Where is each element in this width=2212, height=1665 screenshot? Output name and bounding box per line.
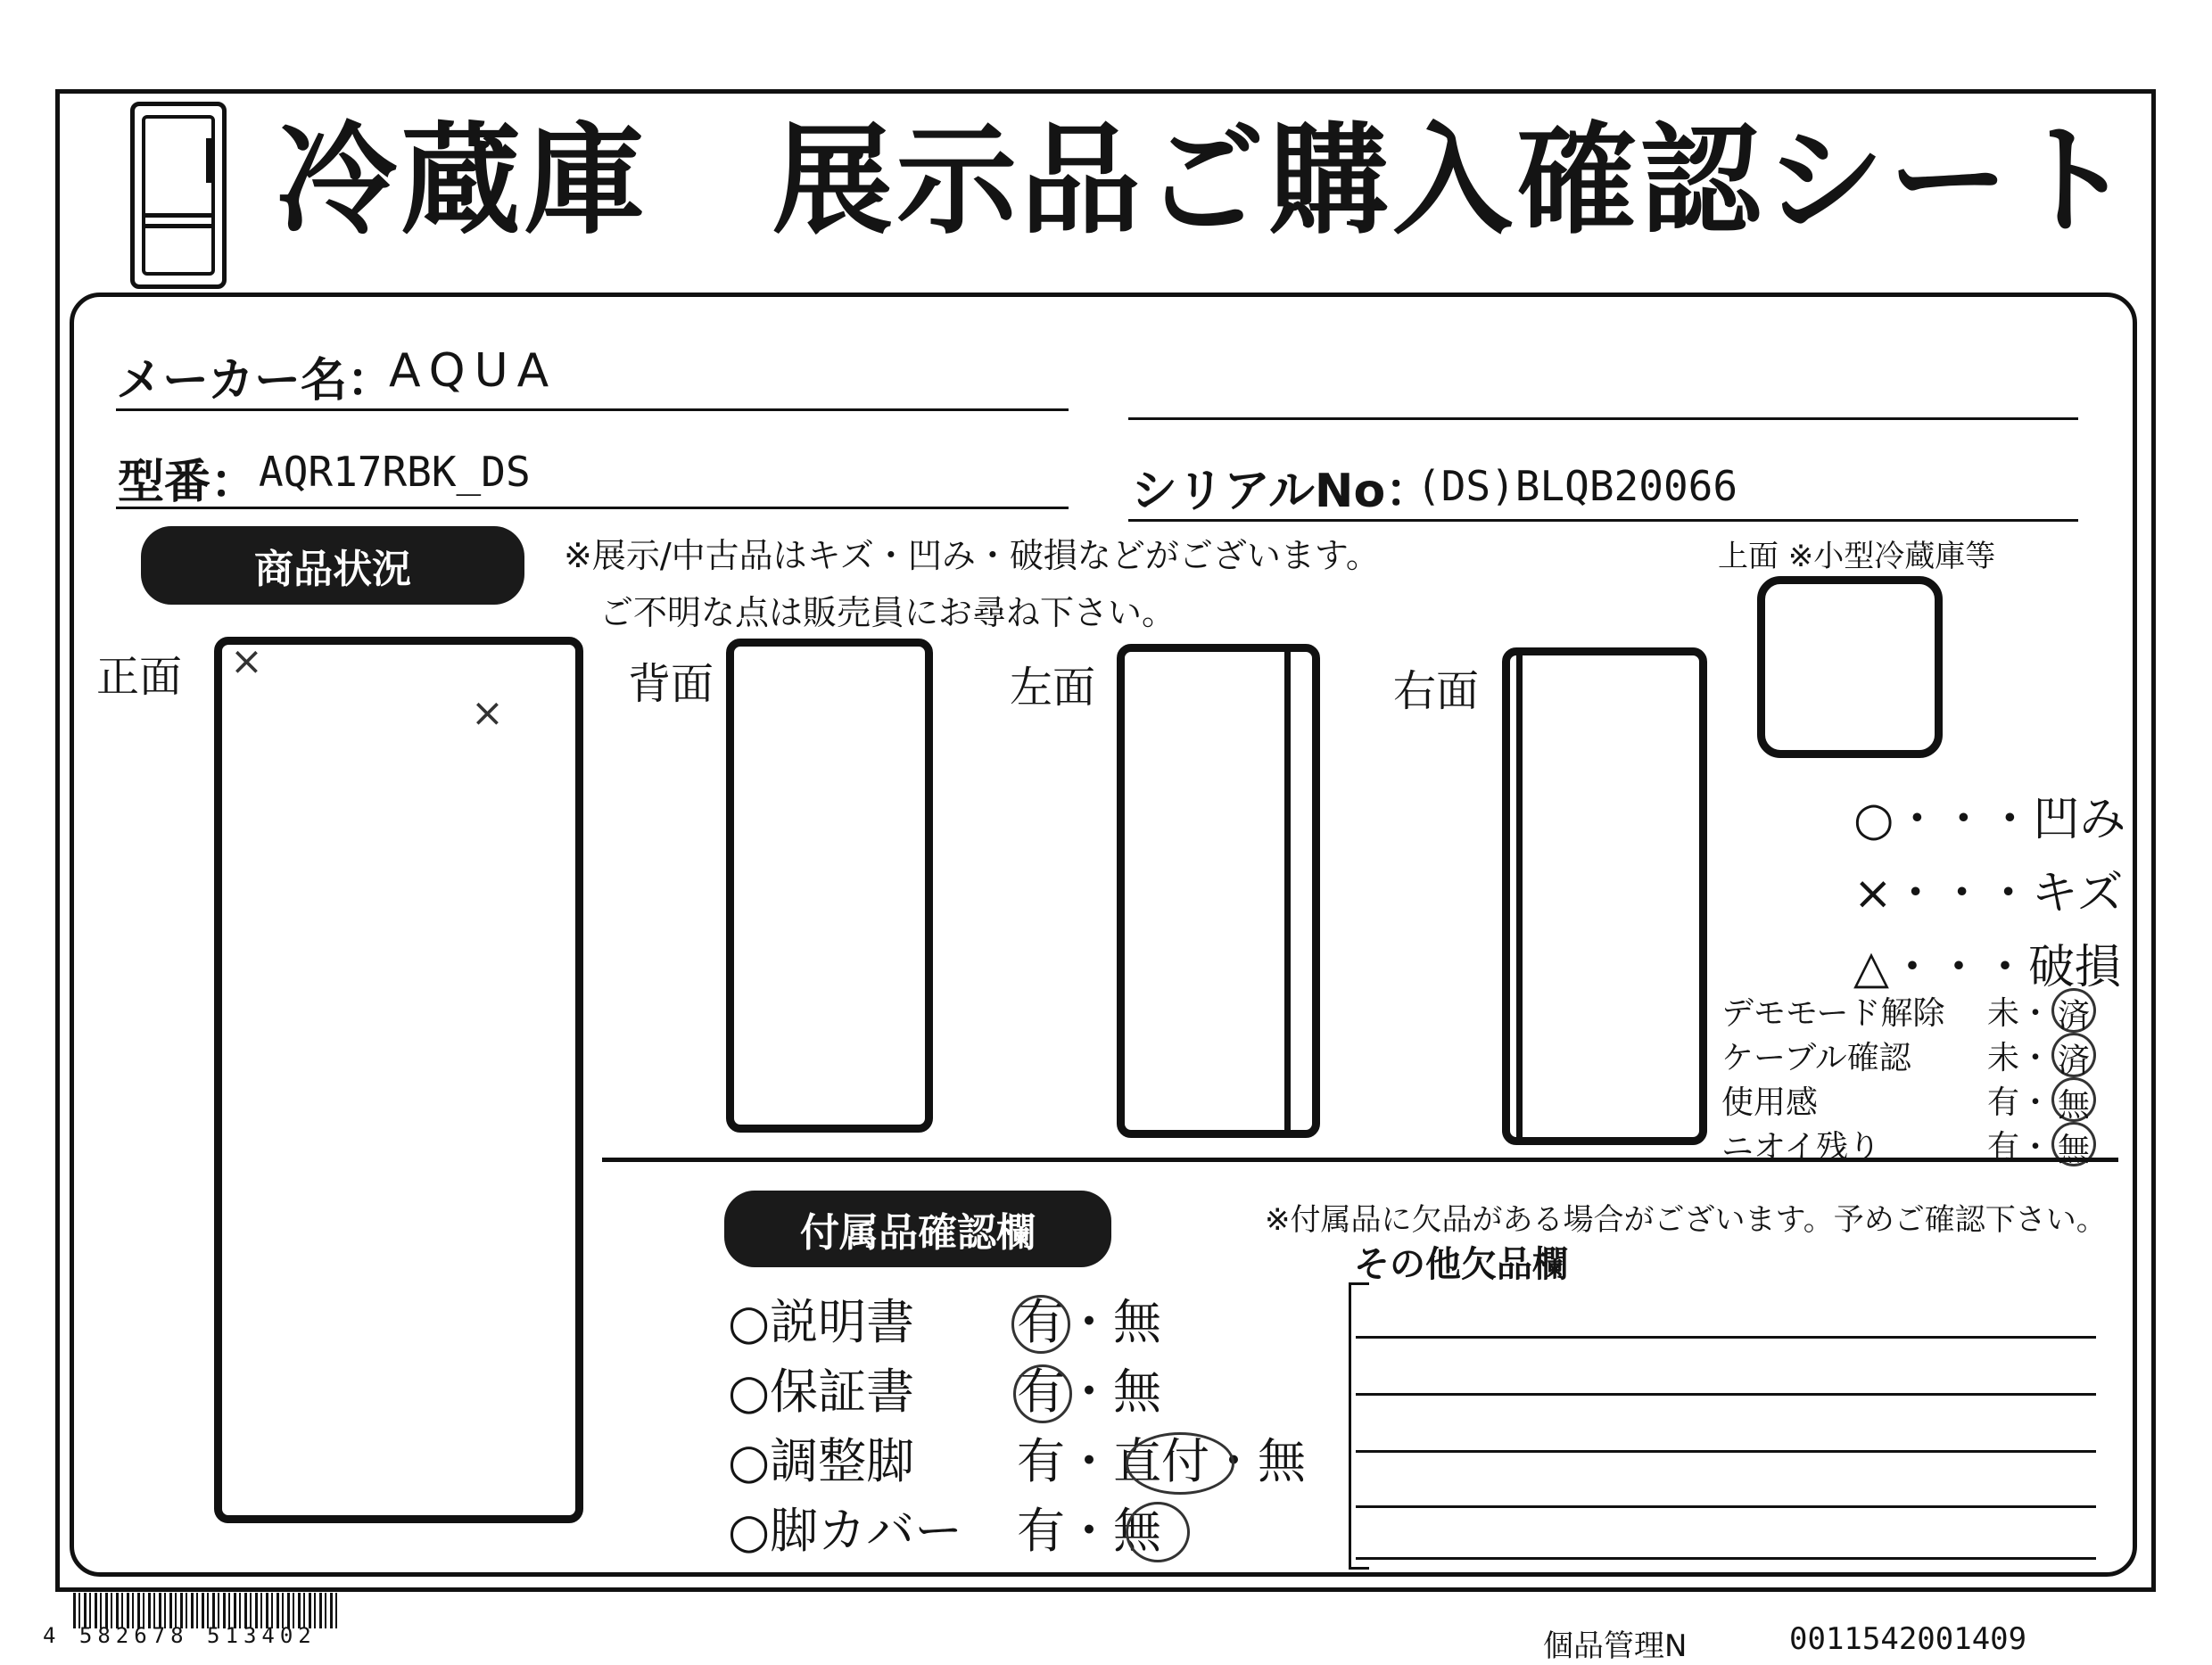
front-mark-1: ×	[230, 639, 263, 684]
manual-circle	[1011, 1295, 1070, 1354]
legend-damage: △・・・破損	[1853, 941, 2122, 994]
blank-line	[1128, 417, 2078, 420]
front-mark-2: ×	[471, 690, 504, 736]
model-underline	[116, 507, 1069, 509]
left-label: 左面	[1010, 663, 1096, 713]
other-line-3	[1356, 1450, 2096, 1453]
adjuster-circle	[1126, 1432, 1234, 1495]
legend-dent: ○・・・凹み	[1853, 793, 2126, 846]
management-number: 0011542001409	[1789, 1621, 2027, 1657]
management-label: 個品管理N	[1543, 1628, 1688, 1664]
accessory-adjuster-feet: ○調整脚 有・直付・無	[728, 1433, 1306, 1489]
other-line-4	[1356, 1505, 2096, 1508]
model-label: 型番：	[118, 456, 258, 509]
check-wear: 使用感 有 ・ 無	[1721, 1077, 2114, 1122]
model-value: AQR17RBK_DS	[259, 448, 531, 496]
right-door-line	[1516, 653, 1523, 1140]
accessory-manual: ○説明書 有・無	[728, 1294, 1161, 1350]
front-diagram	[214, 637, 583, 1523]
other-missing-heading: その他欠品欄	[1354, 1244, 1568, 1285]
warranty-circle	[1013, 1364, 1072, 1423]
legend	[1853, 781, 2125, 996]
right-label: 右面	[1393, 666, 1480, 716]
condition-heading: 商品状況	[141, 526, 524, 605]
other-missing-bracket	[1349, 1282, 1369, 1570]
page-title: 冷蔵庫 展示品ご購入確認シート	[276, 111, 2136, 251]
footcover-circle	[1126, 1502, 1190, 1562]
check-demo-mode: デモモード解除 未 ・ 済	[1721, 988, 2114, 1033]
accessory-warranty: ○保証書 有・無	[728, 1364, 1161, 1420]
barcode-digits: 4 582678 513402	[43, 1623, 317, 1648]
maker-underline	[116, 408, 1069, 411]
serial-label: シリアルNo：	[1131, 465, 1432, 518]
other-line-2	[1356, 1393, 2096, 1396]
legend-scratch: ×・・・キズ	[1853, 867, 2124, 920]
accessories-note: ※付属品に欠品がある場合がございます。予めご確認下さい。	[1265, 1202, 2107, 1238]
serial-underline	[1128, 519, 2078, 522]
maker-value: AQUA	[389, 344, 558, 398]
check-odor: ニオイ残り 有 ・ 無	[1721, 1122, 2114, 1166]
back-label: 背面	[628, 659, 714, 709]
top-label: 上面 ※小型冷蔵庫等	[1718, 539, 1996, 574]
front-label: 正面	[96, 652, 183, 702]
serial-value: (DS)BLQB20066	[1416, 462, 1738, 510]
left-door-line	[1284, 649, 1291, 1133]
condition-note-1: ※展示/中古品はキズ・凹み・破損などがございます。	[564, 536, 1380, 575]
top-diagram	[1757, 576, 1943, 758]
other-line-5	[1356, 1557, 2096, 1560]
right-diagram	[1502, 647, 1707, 1145]
section-divider	[602, 1158, 2118, 1162]
other-line-1	[1356, 1336, 2096, 1339]
back-diagram	[726, 639, 933, 1133]
refrigerator-icon	[130, 102, 227, 289]
checks	[1721, 988, 2114, 1166]
accessories-heading: 付属品確認欄	[724, 1191, 1111, 1267]
maker-label: メーカー名：	[116, 354, 393, 408]
check-cable: ケーブル確認 未 ・ 済	[1721, 1033, 2114, 1077]
accessory-foot-cover: ○脚カバー 有・無	[728, 1503, 1161, 1559]
condition-note-2: ご不明な点は販売員にお尋ね下さい。	[599, 593, 1176, 632]
